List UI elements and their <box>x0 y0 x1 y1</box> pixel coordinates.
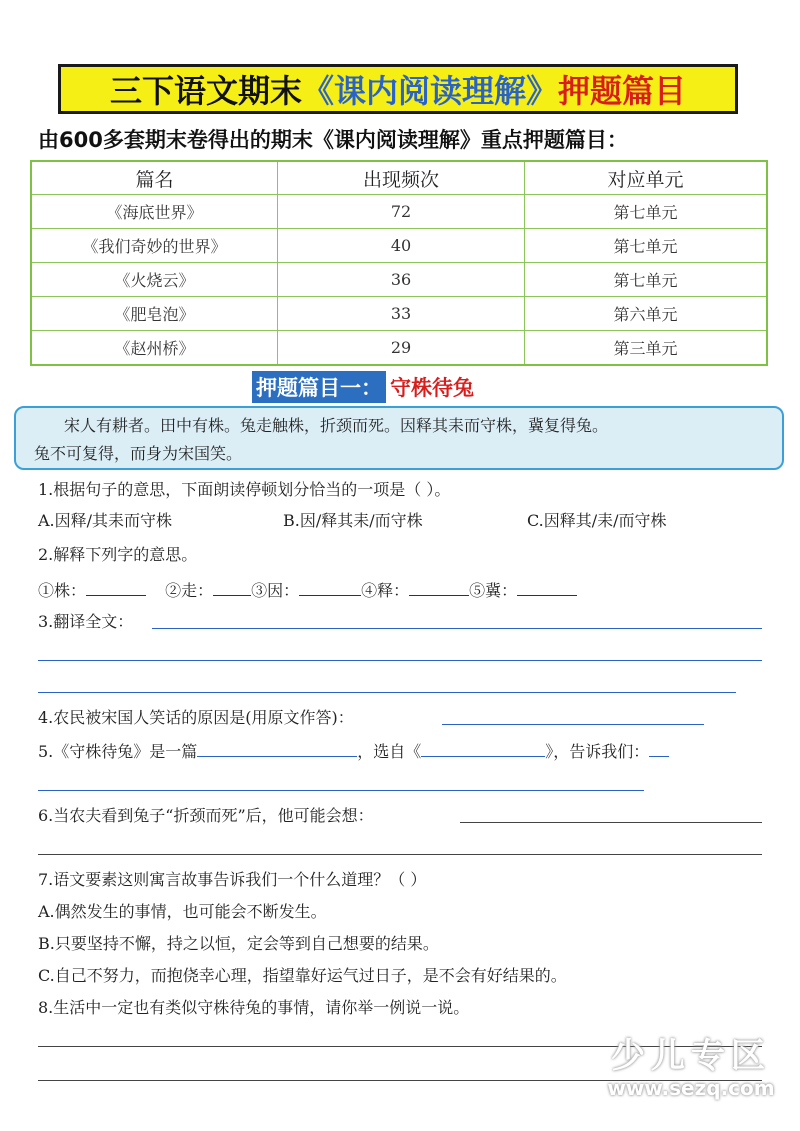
table-cell: 第七单元 <box>525 229 768 263</box>
table-cell: 《火烧云》 <box>31 263 278 297</box>
section-heading <box>252 371 478 403</box>
table-row <box>31 297 767 331</box>
table-cell: 第七单元 <box>525 195 768 229</box>
watermark-url: www.sezq.com <box>607 1076 775 1100</box>
table-cell: 第七单元 <box>525 263 768 297</box>
question-3: 3.翻译全文： <box>38 612 134 631</box>
passage-box <box>14 406 784 470</box>
answer-blank[interactable] <box>649 738 669 757</box>
passage-line: 宋人有耕者。田中有株。兔走触株，折颈而死。因释其耒而守株，冀复得兔。 <box>64 416 609 435</box>
watermark-name: 少儿专区 <box>611 1036 771 1076</box>
q2-item-label: ④释： <box>361 581 410 600</box>
title-part-2: 《课内阅读理解》 <box>301 72 558 110</box>
table-cell: 第六单元 <box>525 297 768 331</box>
answer-blank[interactable] <box>86 577 146 596</box>
answer-line[interactable] <box>38 660 762 661</box>
watermark <box>606 1036 776 1100</box>
answer-line[interactable] <box>38 692 736 693</box>
answer-line[interactable] <box>38 790 644 791</box>
table-cell: 《赵州桥》 <box>31 331 278 366</box>
table-cell: 《海底世界》 <box>31 195 278 229</box>
answer-blank[interactable] <box>213 577 251 596</box>
q2-item-label: ①株： <box>38 581 87 600</box>
q7-option-b: B.只要坚持不懈，持之以恒，定会等到自己想要的结果。 <box>38 934 439 953</box>
question-2: 2.解释下列字的意思。 <box>38 545 198 564</box>
column-header: 对应单元 <box>525 161 768 195</box>
passage-line: 兔不可复得，而身为宋国笑。 <box>34 444 243 463</box>
q1-option-a: A.因释/其耒而守株 <box>38 511 173 530</box>
title-part-1: 三下语文期末 <box>109 72 302 110</box>
document-title <box>58 64 738 114</box>
q2-item-label: ③因： <box>251 581 300 600</box>
column-header: 篇名 <box>31 161 278 195</box>
table-row <box>31 331 767 366</box>
question-8: 8.生活中一定也有类似守株待兔的事情，请你举一例说一说。 <box>38 998 470 1017</box>
table-cell: 36 <box>278 263 525 297</box>
table-cell: 72 <box>278 195 525 229</box>
question-1: 1.根据句子的意思，下面朗读停顿划分恰当的一项是（ ）。 <box>38 480 451 499</box>
table-row <box>31 263 767 297</box>
table-cell: 29 <box>278 331 525 366</box>
answer-blank[interactable] <box>409 577 469 596</box>
answer-blank[interactable] <box>299 577 361 596</box>
table-cell: 《我们奇妙的世界》 <box>31 229 278 263</box>
answer-line[interactable] <box>152 628 762 629</box>
answer-line[interactable] <box>442 724 704 725</box>
subtitle: 由600多套期末卷得出的期末《课内阅读理解》重点押题篇目： <box>38 128 628 152</box>
q7-option-c: C.自己不努力，而抱侥幸心理，指望靠好运气过日子，是不会有好结果的。 <box>38 966 567 985</box>
answer-blank[interactable] <box>197 738 357 757</box>
column-header: 出现频次 <box>278 161 525 195</box>
question-5 <box>38 738 669 764</box>
q2-item-label: ②走： <box>165 581 214 600</box>
q1-option-c: C.因释其/耒/而守株 <box>527 511 667 530</box>
answer-line[interactable] <box>38 854 762 855</box>
table-cell: 40 <box>278 229 525 263</box>
q5-text: 》，告诉我们： <box>545 742 650 761</box>
q5-text: ，选自《 <box>357 742 422 761</box>
table-cell: 33 <box>278 297 525 331</box>
table-header-row <box>31 161 767 195</box>
q7-option-a: A.偶然发生的事情，也可能会不断发生。 <box>38 902 327 921</box>
story-title: 守株待兔 <box>390 376 474 400</box>
q2-item-label: ⑤冀： <box>469 581 518 600</box>
question-6: 6.当农夫看到兔子“折颈而死”后，他可能会想： <box>38 806 374 825</box>
table-row <box>31 229 767 263</box>
table-cell: 第三单元 <box>525 331 768 366</box>
q5-text: 5.《守株待兔》是一篇 <box>38 742 198 761</box>
table-row <box>31 195 767 229</box>
frequency-table <box>30 160 768 366</box>
q1-option-b: B.因/释其耒/而守株 <box>283 511 423 530</box>
answer-line[interactable] <box>460 822 762 823</box>
answer-blank[interactable] <box>421 738 545 757</box>
table-cell: 《肥皂泡》 <box>31 297 278 331</box>
question-4: 4.农民被宋国人笑话的原因是(用原文作答)： <box>38 708 354 727</box>
title-part-3: 押题篇目 <box>558 72 687 110</box>
q2-items <box>38 577 577 603</box>
section-label: 押题篇目一： <box>252 371 386 403</box>
question-7: 7.语文要素这则寓言故事告诉我们一个什么道理？（ ） <box>38 870 427 889</box>
answer-blank[interactable] <box>517 577 577 596</box>
